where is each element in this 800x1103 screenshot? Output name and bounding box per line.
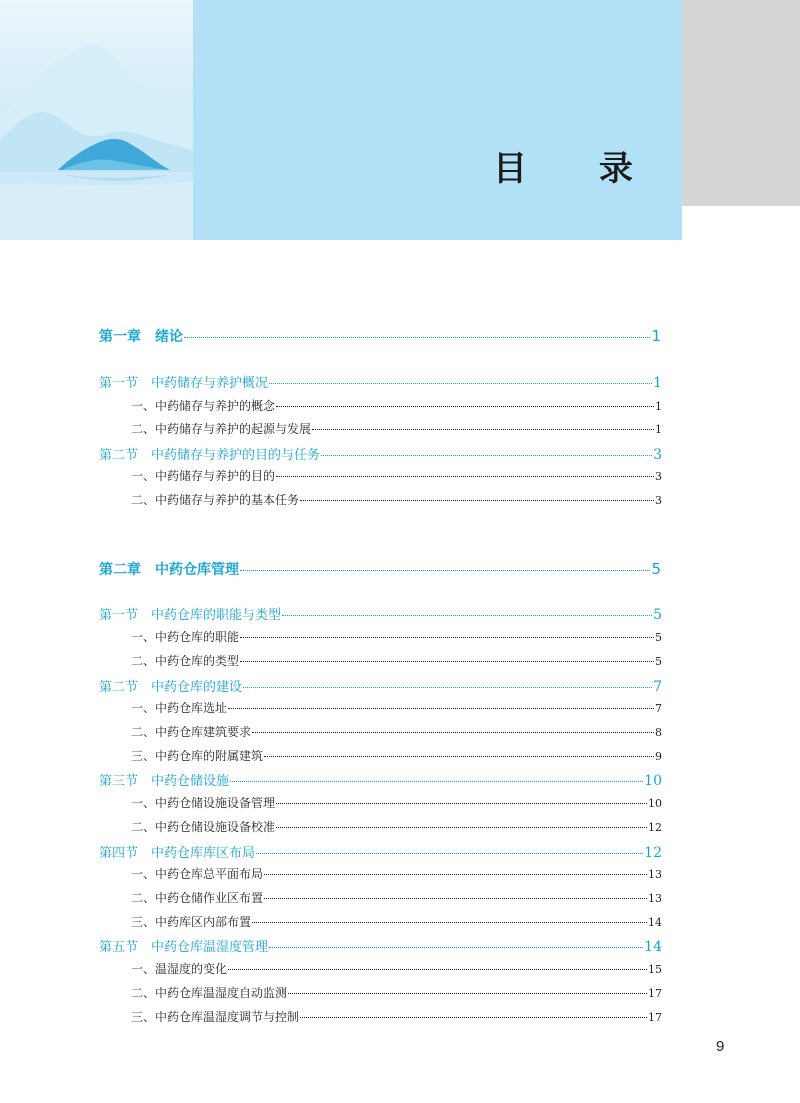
dot-leader (269, 383, 652, 384)
dot-leader (240, 637, 654, 638)
dot-leader (276, 803, 647, 804)
header-color-band (193, 0, 682, 240)
toc-section-row[interactable] (99, 604, 662, 623)
toc-page-number: 3 (653, 447, 662, 463)
toc-entry-title: 一、中药仓库选址 (131, 701, 228, 715)
dot-leader (256, 853, 643, 854)
toc-page-number: 15 (648, 963, 662, 976)
toc-page-number: 8 (655, 726, 662, 739)
page-number: 9 (716, 1038, 725, 1055)
dot-leader (243, 687, 652, 688)
toc-item-row[interactable] (131, 652, 662, 669)
toc-page-number: 14 (644, 939, 662, 955)
dot-leader (252, 732, 654, 733)
dot-leader (240, 570, 650, 571)
toc-entry-title: 三、中药仓库温湿度调节与控制 (131, 1010, 300, 1024)
toc-entry-title: 二、中药储存与养护的起源与发展 (131, 422, 312, 436)
toc-entry-title: 二、中药仓库的类型 (131, 654, 240, 668)
dot-leader (184, 337, 650, 338)
toc-entry-title: 二、中药仓储设施设备校准 (131, 820, 276, 834)
toc-page-number: 12 (644, 845, 662, 861)
toc-entry-title: 第二节 中药储存与养护的目的与任务 (99, 448, 321, 463)
dot-leader (276, 827, 647, 828)
dot-leader (264, 756, 654, 757)
toc-item-row[interactable] (131, 628, 662, 645)
toc-chapter-row[interactable] (99, 326, 661, 346)
dot-leader (276, 476, 654, 477)
toc-page-number: 7 (653, 679, 662, 695)
toc-entry-title: 第一节 中药仓库的职能与类型 (99, 608, 282, 623)
toc-page-number: 17 (648, 1011, 662, 1024)
toc-page-number: 1 (655, 423, 662, 436)
toc-entry-title: 三、中药库区内部布置 (131, 915, 252, 929)
toc-item-row[interactable] (131, 723, 662, 740)
toc-page-number: 12 (648, 821, 662, 834)
toc-section-row[interactable] (99, 770, 662, 789)
dot-leader (282, 615, 652, 616)
toc-page-number: 1 (651, 327, 661, 345)
toc-item-row[interactable] (131, 913, 662, 930)
page-title: 目 录 (493, 149, 663, 189)
toc-entry-title: 第五节 中药仓库温湿度管理 (99, 940, 269, 955)
toc-entry-title: 一、中药储存与养护的目的 (131, 469, 276, 483)
toc-entry-title: 二、中药储存与养护的基本任务 (131, 493, 300, 507)
dot-leader (276, 406, 654, 407)
toc-item-row[interactable] (131, 397, 662, 414)
toc-item-row[interactable] (131, 889, 662, 906)
toc-item-row[interactable] (131, 984, 662, 1001)
dot-leader (321, 455, 652, 456)
toc-entry-title: 一、中药仓储设施设备管理 (131, 796, 276, 810)
toc-item-row[interactable] (131, 747, 662, 764)
toc-entry-title: 一、中药仓库总平面布局 (131, 867, 264, 881)
dot-leader (300, 1017, 647, 1018)
toc-entry-title: 第一节 中药储存与养护概况 (99, 376, 269, 391)
toc-entry-title: 第三节 中药仓储设施 (99, 774, 230, 789)
toc-chapter-row[interactable] (99, 559, 661, 579)
toc-entry-title: 三、中药仓库的附属建筑 (131, 749, 264, 763)
toc-page-number: 14 (648, 916, 662, 929)
dot-leader (288, 993, 647, 994)
toc-section-row[interactable] (99, 372, 662, 391)
toc-entry-title: 一、温湿度的变化 (131, 962, 228, 976)
toc-item-row[interactable] (131, 818, 662, 835)
toc-entry-title: 第四节 中药仓库库区布局 (99, 846, 256, 861)
toc-section-row[interactable] (99, 842, 662, 861)
header-gray-tab (682, 0, 800, 206)
dot-leader (240, 661, 654, 662)
dot-leader (312, 429, 654, 430)
toc-item-row[interactable] (131, 420, 662, 437)
mountain-landscape-image (0, 0, 193, 240)
header-landscape-illustration (0, 0, 193, 240)
toc-page-number: 3 (655, 470, 662, 483)
toc-page-number: 13 (648, 892, 662, 905)
toc-page-number: 5 (653, 607, 662, 623)
toc-entry-title: 二、中药仓库温湿度自动监测 (131, 986, 288, 1000)
toc-item-row[interactable] (131, 794, 662, 811)
dot-leader (264, 898, 647, 899)
toc-page-number: 1 (655, 400, 662, 413)
toc-section-row[interactable] (99, 936, 662, 955)
dot-leader (228, 969, 647, 970)
toc-item-row[interactable] (131, 491, 662, 508)
toc-page-number: 5 (655, 655, 662, 668)
toc-entry-title: 第二章 中药仓库管理 (99, 562, 239, 578)
toc-entry-title: 一、中药储存与养护的概念 (131, 399, 276, 413)
toc-section-row[interactable] (99, 444, 662, 463)
toc-page-number: 9 (655, 750, 662, 763)
toc-page-number: 17 (648, 987, 662, 1000)
toc-entry-title: 一、中药仓库的职能 (131, 630, 240, 644)
dot-leader (264, 874, 647, 875)
dot-leader (228, 708, 654, 709)
toc-entry-title: 第一章 绪论 (99, 329, 183, 345)
toc-section-row[interactable] (99, 676, 662, 695)
toc-page-number: 7 (655, 702, 662, 715)
toc-page-number: 3 (655, 494, 662, 507)
toc-item-row[interactable] (131, 960, 662, 977)
toc-page-number: 10 (644, 773, 662, 789)
toc-item-row[interactable] (131, 1008, 662, 1025)
toc-item-row[interactable] (131, 699, 662, 716)
toc-entry-title: 第二节 中药仓库的建设 (99, 680, 243, 695)
toc-item-row[interactable] (131, 467, 662, 484)
toc-page-number: 1 (653, 375, 662, 391)
dot-leader (269, 947, 643, 948)
toc-entry-title: 二、中药仓库建筑要求 (131, 725, 252, 739)
dot-leader (252, 922, 647, 923)
toc-page-number: 10 (648, 797, 662, 810)
dot-leader (300, 500, 654, 501)
toc-page-number: 5 (651, 560, 661, 578)
dot-leader (230, 781, 643, 782)
toc-page-number: 5 (655, 631, 662, 644)
toc-entry-title: 二、中药仓储作业区布置 (131, 891, 264, 905)
toc-item-row[interactable] (131, 865, 662, 882)
toc-page-number: 13 (648, 868, 662, 881)
